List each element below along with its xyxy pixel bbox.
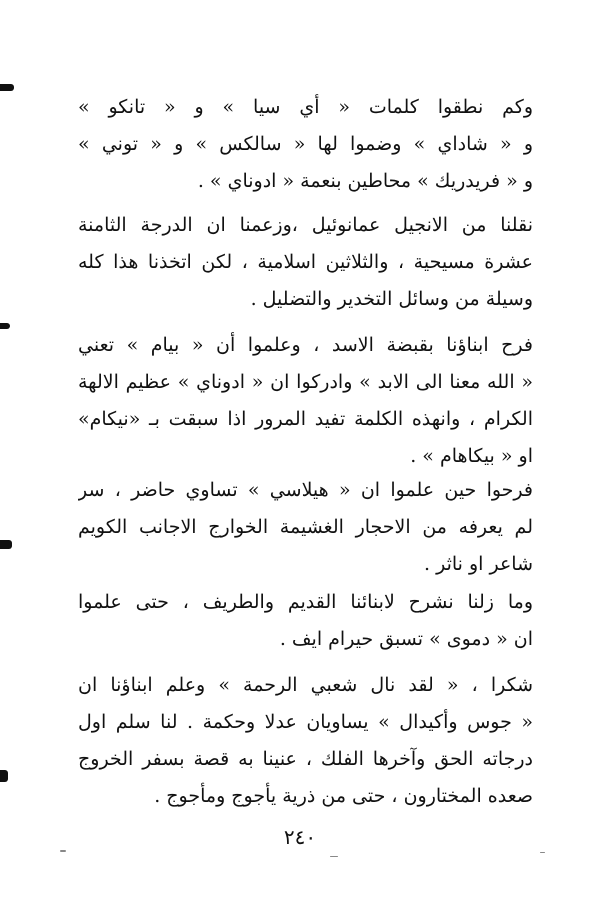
binding-mark	[0, 540, 12, 549]
text-line: نقلنا من الانجيل عمانوئيل ،وزعمنا ان الدرجة الثامنة	[78, 214, 533, 236]
text-line: وما زلنا نشرح لابنائنا القديم والطريف ، حتى علموا	[78, 591, 533, 613]
paragraph-3	[78, 327, 533, 475]
text-line: « جوس وأكيدال » يساويان عدلا وحكمة . لنا سلم اول	[78, 711, 533, 733]
paragraph-2	[78, 207, 533, 318]
text-line: « الله معنا الى الابد » وادركوا ان « ادوناي » عظيم الالهة	[78, 371, 533, 393]
paragraph-1	[78, 89, 533, 200]
text-line: لم يعرفه من الاحجار الغشيمة الخوارج الاجانب الكويم	[78, 516, 533, 538]
text-line: شاعر او ناثر .	[424, 553, 533, 575]
scan-speck	[540, 852, 545, 853]
scan-speck	[330, 856, 338, 857]
text-line: فرحوا حين علموا ان « هيلاسي » تساوي حاضر ، سر	[78, 479, 533, 501]
text-line: وسيلة من وسائل التخدير والتضليل .	[250, 288, 533, 310]
binding-mark	[0, 323, 10, 329]
text-line: فرح ابناؤنا بقبضة الاسد ، وعلموا أن « بيام » تعني	[78, 334, 533, 356]
text-line: او « بيكاهام » .	[410, 445, 533, 467]
text-line: الكرام ، وانهذه الكلمة تفيد المرور اذا سبقت بـ «نيكام»	[78, 408, 533, 430]
text-line: وكم نطقوا كلمات « أي سيا » و « تانكو »	[78, 96, 533, 118]
binding-mark	[0, 770, 8, 782]
text-line: شكرا ، « لقد نال شعبي الرحمة » وعلم ابناؤنا ان	[78, 674, 533, 696]
text-line: عشرة مسيحية ، والثلاثين اسلامية ، لكن اتخذنا هذا كله	[78, 251, 533, 273]
text-line: ان « دموى » تسبق حيرام ايف .	[279, 628, 533, 650]
text-line: و « شاداي » وضموا لها « سالكس » و « توني »	[78, 133, 533, 155]
scan-speck	[60, 850, 66, 852]
text-line: صعده المختارون ، حتى من ذرية يأجوج ومأجوج .	[154, 785, 533, 807]
paragraph-4	[78, 472, 533, 583]
paragraph-5	[78, 584, 533, 658]
text-line: و « فريدريك » محاطين بنعمة « ادوناي » .	[197, 170, 533, 192]
page-number: ٢٤٠	[283, 825, 317, 849]
text-line: درجاته الحق وآخرها الفلك ، عنينا به قصة بسفر الخروج	[78, 748, 533, 770]
binding-mark	[0, 84, 14, 91]
paragraph-6	[78, 667, 533, 815]
